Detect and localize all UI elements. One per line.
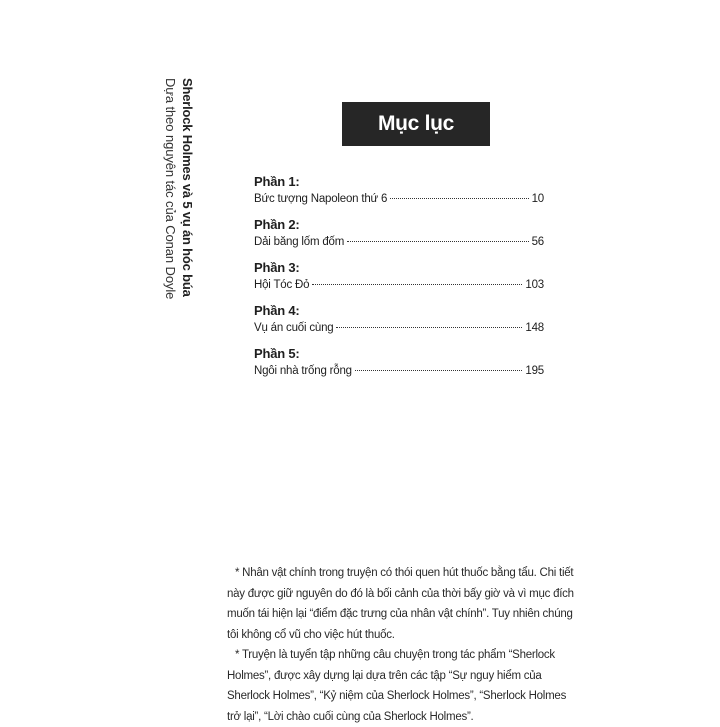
part-label: Phần 3: — [254, 260, 300, 275]
dot-leader — [336, 327, 522, 328]
entry-title: Ngôi nhà trống rỗng — [254, 365, 352, 377]
toc-part-2 — [254, 217, 544, 251]
entry-page: 56 — [531, 236, 544, 248]
entry-page: 10 — [531, 193, 544, 205]
toc-entry — [254, 362, 544, 380]
toc-entry — [254, 190, 544, 208]
toc-entry — [254, 319, 544, 337]
footnote-smoking: * Nhân vật chính trong truyện có thói quen hút thuốc bằng tẩu. Chi tiết này được giữ nguyên do đó là bối cảnh của thời bấy giờ và vì mục đích muốn tái hiện lại “điểm đặc trưng của nhân vật chính”. Tuy nhiên chúng tôi không cổ vũ cho việc hút thuốc. — [227, 567, 574, 641]
footnote-collection: * Truyện là tuyển tập những câu chuyện trong tác phẩm “Sherlock Holmes”, được xây dựng lại dựa trên các tập “Sự nguy hiểm của Sherlock Holmes”, “Kỷ niệm của Sherlock Holmes”, “Sherlock Holmes trở lại”, “Lời chào cuối cùng của Sherlock Holmes”. — [227, 649, 567, 723]
spine-title: Sherlock Holmes và 5 vụ án hóc búa — [180, 78, 195, 297]
dot-leader — [355, 370, 523, 371]
part-label: Phần 5: — [254, 346, 300, 361]
entry-page: 103 — [525, 279, 544, 291]
toc-entry — [254, 233, 544, 251]
toc-part-3 — [254, 260, 544, 294]
entry-title: Hội Tóc Đỏ — [254, 279, 310, 291]
entry-title: Bức tượng Napoleon thứ 6 — [254, 193, 388, 205]
toc-part-5 — [254, 346, 544, 380]
dot-leader — [390, 198, 528, 199]
toc-heading-box — [342, 102, 490, 146]
toc-part-1 — [254, 174, 544, 208]
toc-part-4 — [254, 303, 544, 337]
toc-heading: Mục lục — [377, 112, 455, 135]
part-label: Phần 1: — [254, 174, 300, 189]
part-label: Phần 2: — [254, 217, 300, 232]
entry-title: Dải băng lốm đốm — [254, 236, 345, 248]
dot-leader — [347, 241, 528, 242]
spine-text — [155, 78, 195, 298]
spine-subtitle: Dựa theo nguyên tác của Conan Doyle — [163, 78, 178, 300]
entry-page: 195 — [525, 365, 544, 377]
part-label: Phần 4: — [254, 303, 300, 318]
footnotes — [227, 563, 579, 727]
dot-leader — [312, 284, 522, 285]
entry-title: Vụ án cuối cùng — [254, 322, 334, 334]
toc-entry — [254, 276, 544, 294]
entry-page: 148 — [525, 322, 544, 334]
table-of-contents — [254, 174, 544, 389]
